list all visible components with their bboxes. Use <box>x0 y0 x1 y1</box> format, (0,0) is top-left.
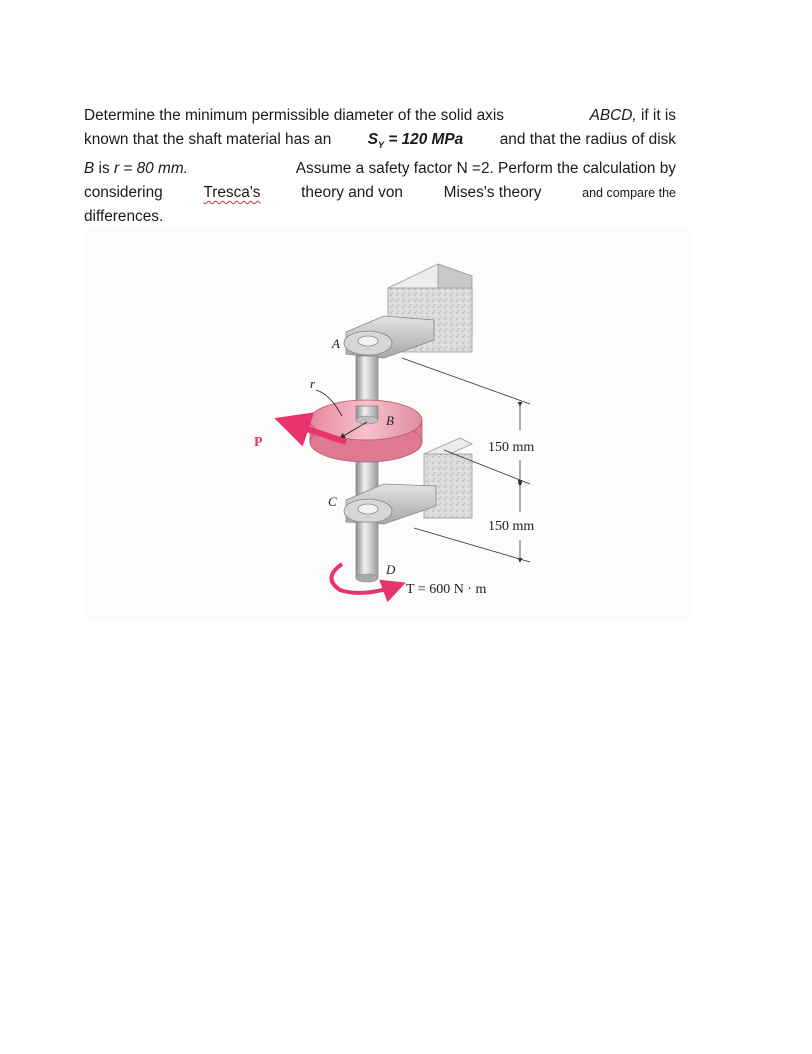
yield-value: = 120 MPa <box>388 131 464 148</box>
problem-l4-mises: Mises's theory <box>443 184 542 202</box>
problem-line-2 <box>84 128 676 157</box>
label-d: D <box>386 562 396 577</box>
label-r: r <box>310 376 316 391</box>
dimension-lower: 150 mm <box>488 519 535 534</box>
disk-name: B <box>84 160 95 178</box>
problem-statement <box>84 104 676 229</box>
problem-l3-text: Assume a safety factor N =2. Perform the calculation by <box>295 160 676 178</box>
torque-label: T = 600 N · m <box>406 582 487 597</box>
yield-subscript: Y <box>378 140 385 151</box>
shaft-diagram <box>84 228 690 620</box>
dimension-upper: 150 mm <box>488 440 535 455</box>
problem-l2-text: known that the shaft material has an <box>84 131 332 148</box>
problem-l3-is: is <box>98 160 110 178</box>
problem-line-1 <box>84 104 676 128</box>
label-a: A <box>332 336 340 351</box>
problem-line-5 <box>84 205 676 229</box>
problem-l1-text: Determine the minimum permissible diameter of the solid axis <box>84 107 504 124</box>
problem-line-4 <box>84 181 676 205</box>
tresca-word: Tresca's <box>203 184 261 202</box>
problem-l4-considering: considering <box>84 184 163 202</box>
label-b: B <box>386 413 394 428</box>
problem-l5-text: differences. <box>84 208 164 226</box>
shaft-figure <box>84 228 690 620</box>
label-c: C <box>328 494 337 509</box>
radius-value: r = 80 mm. <box>113 160 188 178</box>
disk-b <box>310 400 422 462</box>
shaft-segment-cd <box>356 522 378 578</box>
problem-l1-end: if it is <box>640 107 676 124</box>
problem-l2-end: and that the radius of disk <box>499 131 676 148</box>
yield-symbol: S <box>367 131 379 148</box>
label-p: P <box>254 435 263 450</box>
problem-l4-end: and compare the <box>582 186 676 201</box>
problem-l4-theory: theory and von <box>301 184 403 202</box>
problem-line-3 <box>84 157 676 181</box>
shaft-name: ABCD, <box>589 107 637 124</box>
